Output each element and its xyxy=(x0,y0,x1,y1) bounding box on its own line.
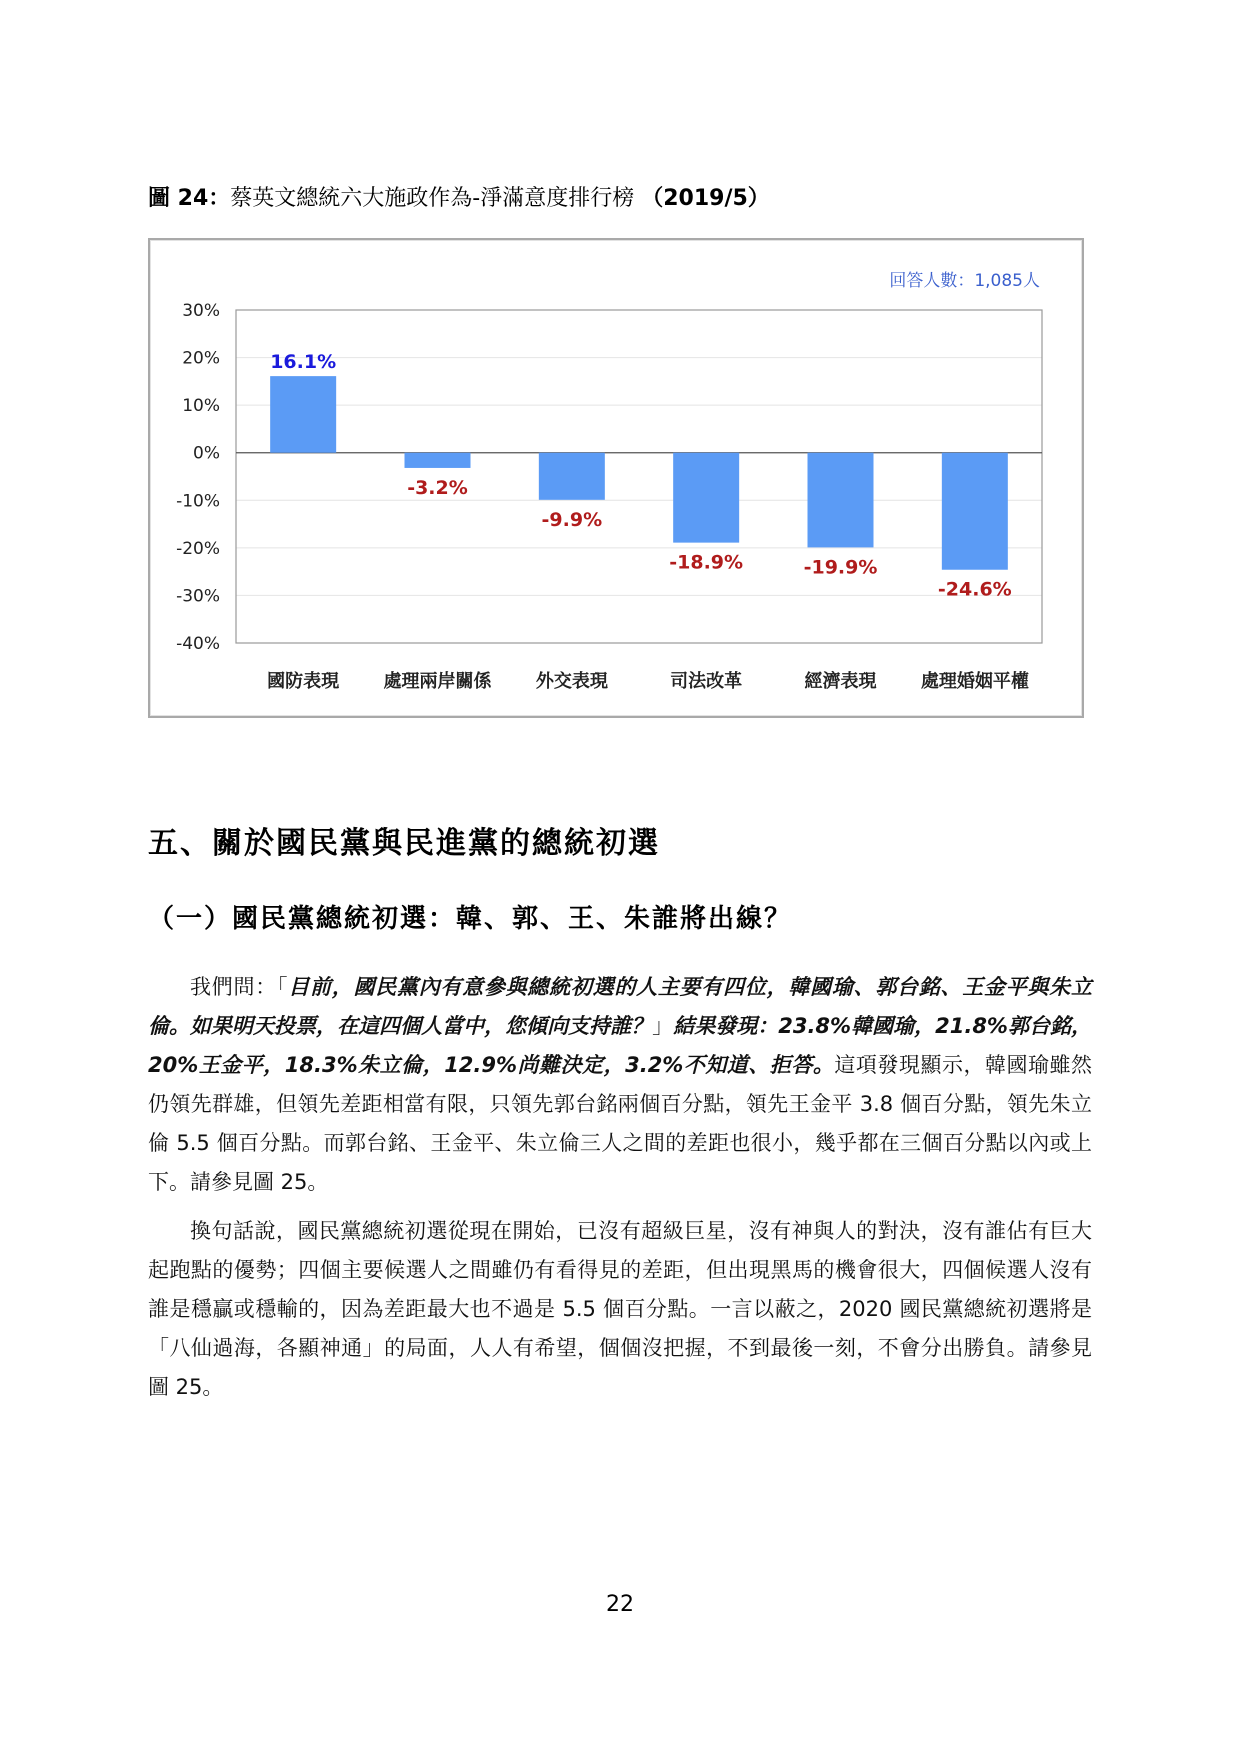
bar xyxy=(942,453,1008,570)
figure-caption-title: 蔡英文總統六大施政作為-淨滿意度排行榜 xyxy=(230,186,635,211)
p1-question: 目前，國民黨內有意參與總統初選的人主要有四位，韓國瑜、郭台銘、王金平與朱立倫。如果明天投票，在這四個人當中，您傾向支持誰？ xyxy=(148,975,1093,1038)
page-number: 22 xyxy=(606,1592,634,1617)
p1-close: 」 xyxy=(652,1014,674,1038)
bar-value-label: -3.2% xyxy=(407,476,468,499)
bar xyxy=(270,376,336,453)
bar-chart-svg xyxy=(150,240,1082,716)
bar-value-label: 16.1% xyxy=(270,351,337,374)
bar-value-label: -18.9% xyxy=(669,551,744,574)
p1-lead: 我們問：「 xyxy=(190,975,289,999)
x-category-label: 司法改革 xyxy=(670,671,743,692)
subsection-title: （一）國民黨總統初選：韓、郭、王、朱誰將出線？ xyxy=(148,904,793,934)
x-category-label: 經濟表現 xyxy=(804,671,877,692)
section-title: 五、關於國民黨與民進黨的總統初選 xyxy=(148,826,660,861)
y-tick-label: 10% xyxy=(182,396,220,417)
p1-rest: 這項發現顯示，韓國瑜雖然仍領先群雄，但領先差距相當有限，只領先郭台銘兩個百分點，領先王金平 3.8 個百分點，領先朱立倫 5.5 個百分點。而郭台銘、王金平、朱立倫三人之間的差距也很小，幾乎都在三個百分點以內或上下。請參見圖 25。 xyxy=(148,1053,1092,1194)
paragraph-analysis: 換句話說，國民黨總統初選從現在開始，已沒有超級巨星，沒有神與人的對決，沒有誰佔有巨大起跑點的優勢；四個主要候選人之間雖仍有看得見的差距，但出現黑馬的機會很大，四個候選人沒有誰是穩贏或穩輸的，因為差距最大也不過是 5.5 個百分點。一言以蔽之，2020 國民黨總統初選將是「八仙過海，各顯神通」的局面，人人有希望，個個沒把握，不到最後一刻，不會分出勝負。請參見圖 25。 xyxy=(148,1219,1092,1399)
x-category-label: 處理兩岸關係 xyxy=(383,671,492,692)
bar xyxy=(808,453,874,548)
figure-caption xyxy=(148,184,770,214)
x-category-label: 國防表現 xyxy=(267,671,340,692)
y-tick-label: -10% xyxy=(176,491,220,512)
figure-caption-label: 圖 24： xyxy=(148,186,231,211)
bar-value-label: -19.9% xyxy=(803,556,878,579)
respondents-annotation: 回答人數：1,085人 xyxy=(889,271,1040,291)
y-tick-label: 0% xyxy=(193,443,220,464)
y-tick-label: 20% xyxy=(182,348,220,369)
y-tick-label: 30% xyxy=(182,301,220,321)
figure-caption-date: （2019/5） xyxy=(641,186,770,211)
bar-chart xyxy=(148,238,1084,718)
y-tick-label: -40% xyxy=(176,634,220,654)
bar xyxy=(673,453,739,543)
p1-result: 結果發現：23.8%韓國瑜，21.8%郭台銘，20%王金平，18.3%朱立倫，12.9%尚難決定，3.2%不知道、拒答。 xyxy=(148,1014,1092,1077)
y-tick-label: -30% xyxy=(176,586,220,607)
plot-area xyxy=(236,310,1042,643)
bar-value-label: -24.6% xyxy=(937,578,1012,601)
y-tick-label: -20% xyxy=(176,538,220,559)
x-category-label: 外交表現 xyxy=(535,671,608,692)
paragraph-survey-result xyxy=(148,968,1092,1202)
bar xyxy=(539,453,605,500)
bar xyxy=(405,453,471,468)
x-category-label: 處理婚姻平權 xyxy=(920,671,1029,692)
bar-value-label: -9.9% xyxy=(541,508,603,531)
